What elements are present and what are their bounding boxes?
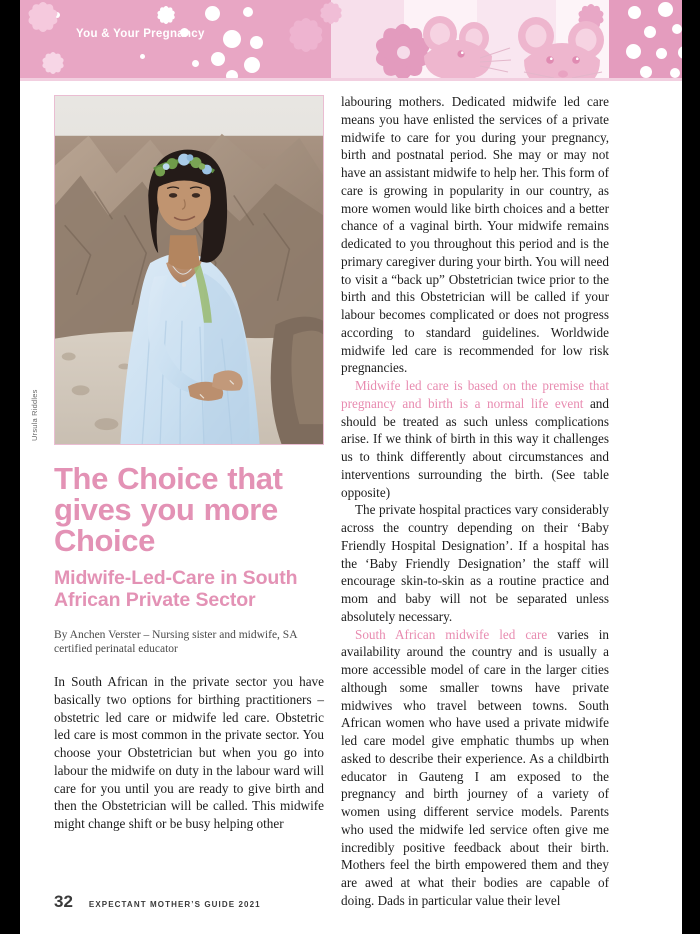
decorative-dot	[205, 6, 220, 21]
mouse-icon	[418, 10, 514, 78]
highlighted-text: South African midwife led care	[355, 626, 548, 642]
photo-illustration	[55, 96, 323, 444]
decorative-dot	[626, 44, 641, 59]
article-photo-container	[30, 95, 324, 445]
banner-title: You & Your Pregnancy	[76, 28, 205, 40]
left-bleed-edge	[0, 0, 20, 934]
decorative-dot	[250, 36, 263, 49]
decorative-dot	[243, 7, 253, 17]
decorative-dot	[628, 6, 641, 19]
paragraph-text: and should be treated as such unless complications arise. If we think of birth in this way it challenges us to think differently about circumstances and interventions surrounding the birth. (See table opposite)	[341, 395, 609, 500]
decorative-dot	[140, 54, 145, 59]
decorative-dot	[670, 68, 680, 78]
decorative-dot	[192, 60, 199, 67]
highlighted-text: Midwife led care is based on the premise that pregnancy and birth is a normal life event	[341, 378, 609, 411]
publication-name: EXPECTANT MOTHER’S GUIDE 2021	[88, 900, 261, 909]
flower-icon	[157, 6, 175, 24]
paragraph: In South African in the private sector you have basically two options for birthing practitioners – obstetric led care or midwife led care. Obstetric led care is most common in the private sector. You choose your Obstetrician but when you go into labour the midwife on duty in the labour ward will care for you until you are ready to give birth and then the Obstetrician will be called. This midwife might change shift or be busy helping other	[54, 674, 324, 832]
article-photo	[54, 95, 324, 445]
mouse-icon	[510, 12, 618, 78]
decorative-dot	[211, 52, 225, 66]
decorative-dot	[656, 48, 667, 59]
page-header-banner	[20, 0, 682, 78]
right-bleed-edge	[682, 0, 700, 934]
left-column-body	[54, 673, 324, 833]
flower-icon	[289, 18, 323, 52]
decorative-dot	[244, 57, 260, 73]
page-footer	[54, 892, 261, 912]
right-column-body	[341, 93, 609, 910]
article-headline: The Choice that gives you more Choice	[54, 461, 283, 558]
left-column	[30, 95, 324, 833]
article-byline: By Anchen Verster – Nursing sister and midwife, SA certified perinatal educator	[54, 628, 297, 656]
decorative-dot	[223, 30, 241, 48]
photo-credit: Ursula Riddles	[30, 389, 39, 441]
paragraph	[341, 626, 609, 910]
decorative-dot	[397, 46, 410, 59]
decorative-dot	[672, 24, 682, 34]
flower-icon	[320, 2, 342, 24]
flower-icon	[42, 52, 64, 74]
decorative-dot	[640, 66, 652, 78]
article-subheadline: Midwife-Led-Care in South African Private Sector	[54, 567, 298, 611]
decorative-dot	[226, 70, 238, 78]
banner-underline	[20, 78, 682, 81]
paragraph: The private hospital practices vary considerably across the country depending on their ‘Baby Friendly Hospital Designation’. If a hospital has the ‘Baby Friendly Designation’ the staff will encourage skin-to-skin as a routine practice and mom and baby will not be separated unless absolutely necessary.	[341, 502, 609, 624]
paragraph: labouring mothers. Dedicated midwife led care means you have enlisted the services of a private midwife to care for you during your pregnancy, birth and postnatal period. She may or may not have an assistant midwife to help her. This form of care is growing in popularity in our country, as more women would like birth choices and a better chance of a vaginal birth. Your midwife remains dedicated to you throughout this period and is the primary caregiver during your birth. You will need to visit a “back up” Obstetrician twice prior to the birth and this Obstetrician will be called if your labour becomes complicated or does not progress according to standard guidelines. Worldwide midwife led care is recommended for low risk pregnancies.	[341, 94, 609, 376]
decorative-dot	[658, 2, 673, 17]
decorative-dot	[644, 26, 656, 38]
page-number: 32	[54, 892, 73, 911]
paragraph-text: varies in availability around the country and is usually a more accessible model of care in the larger cities although some smaller towns have private midwives who travel between towns. South African women who have used a private midwife led care model give emphatic thumbs up when asked to describe their experience. As a childbirth educator in Gauteng I am exposed to the pregnancy and birth journey of a variety of women using different service models. Parents who used the midwife led service often give me incredibly positive feedback about their birth. Mothers feel the birth empowered them and they are awed at what their bodies are capable of doing. Dads in particular value their level	[341, 626, 609, 908]
paragraph	[341, 377, 609, 501]
flower-icon	[28, 2, 58, 32]
